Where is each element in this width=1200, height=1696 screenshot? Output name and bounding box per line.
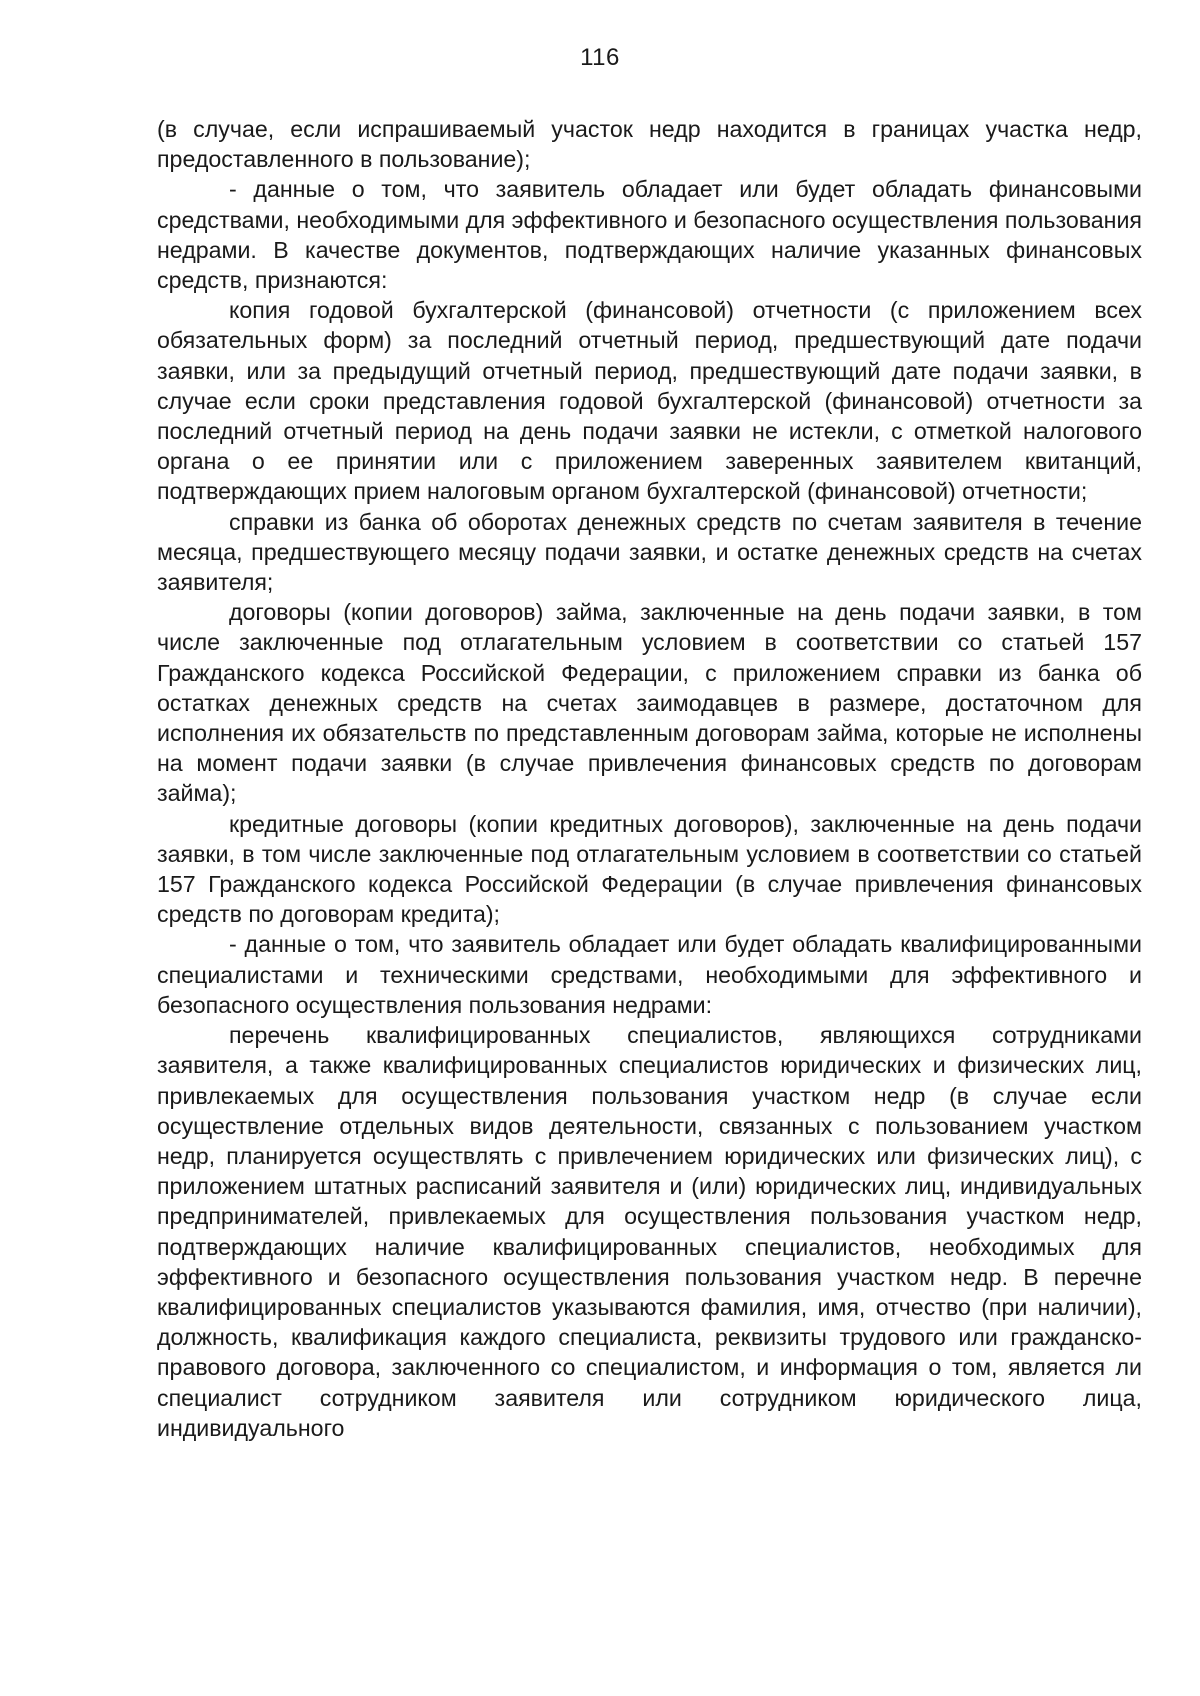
document-body [157,114,1142,1443]
paragraph-qualified-specialists-data: - данные о том, что заявитель обладает или будет обладать квалифицированными специалистами и техническими средствами, необходимыми для эффективного и безопасного осуществления пользования недрами: [157,931,1142,1018]
paragraph-bank-statements: справки из банка об оборотах денежных средств по счетам заявителя в течение месяца, предшествующего месяцу подачи заявки, и остатке денежных средств на счетах заявителя; [157,508,1142,596]
paragraph-specialists-list: перечень квалифицированных специалистов, являющихся сотрудниками заявителя, а также квалифицированных специалистов юридических и физических лиц, привлекаемых для осуществления пользования участком недр (в случае если осуществление отдельных видов деятельности, связанных с пользованием участком недр, планируется осуществлять с привлечением юридических или физических лиц), с приложением штатных расписаний заявителя и (или) юридических лиц, индивидуальных предпринимателей, привлекаемых для осуществления пользования участком недр, подтверждающих наличие квалифицированных специалистов, необходимых для эффективного и безопасного осуществления пользования участком недр. В перечне квалифицированных специалистов указываются фамилия, имя, отчество (при наличии), должность, квалификация каждого специалиста, реквизиты трудового или гражданско-правового договора, заключенного со специалистом, и информация о том, является ли специалист сотрудником заявителя или сотрудником юридического лица, индивидуального [157,1022,1142,1441]
paragraph-continuation: (в случае, если испрашиваемый участок недр находится в границах участка недр, предоставленного в пользование); [157,116,1142,173]
paragraph-credit-agreements: кредитные договоры (копии кредитных договоров), заключенные на день подачи заявки, в том числе заключенные под отлагательным условием в соответствии со статьей 157 Гражданского кодекса Российской Федерации (в случае привлечения финансовых средств по договорам кредита); [157,810,1142,928]
paragraph-financial-data: - данные о том, что заявитель обладает или будет обладать финансовыми средствами, необходимыми для эффективного и безопасного осуществления пользования недрами. В качестве документов, подтверждающих наличие указанных финансовых средств, признаются: [157,176,1142,294]
page-number: 116 [580,44,620,71]
paragraph-annual-report: копия годовой бухгалтерской (финансовой) отчетности (с приложением всех обязательных форм) за последний отчетный период, предшествующий дате подачи заявки, или за предыдущий отчетный период, предшествующий дате подачи заявки, в случае если сроки представления годовой бухгалтерской (финансовой) отчетности за последний отчетный период на день подачи заявки не истекли, с отметкой налогового органа о ее принятии или с приложением заверенных заявителем квитанций, подтверждающих прием налоговым органом бухгалтерской (финансовой) отчетности; [157,297,1142,505]
paragraph-loan-agreements: договоры (копии договоров) займа, заключенные на день подачи заявки, в том числе заключенные под отлагательным условием в соответствии со статьей 157 Гражданского кодекса Российской Федерации, с приложением справки из банка об остатках денежных средств на счетах заимодавцев в размере, достаточном для исполнения их обязательств по представленным договорам займа, которые не исполнены на момент подачи заявки (в случае привлечения финансовых средств по договорам займа); [157,599,1142,807]
